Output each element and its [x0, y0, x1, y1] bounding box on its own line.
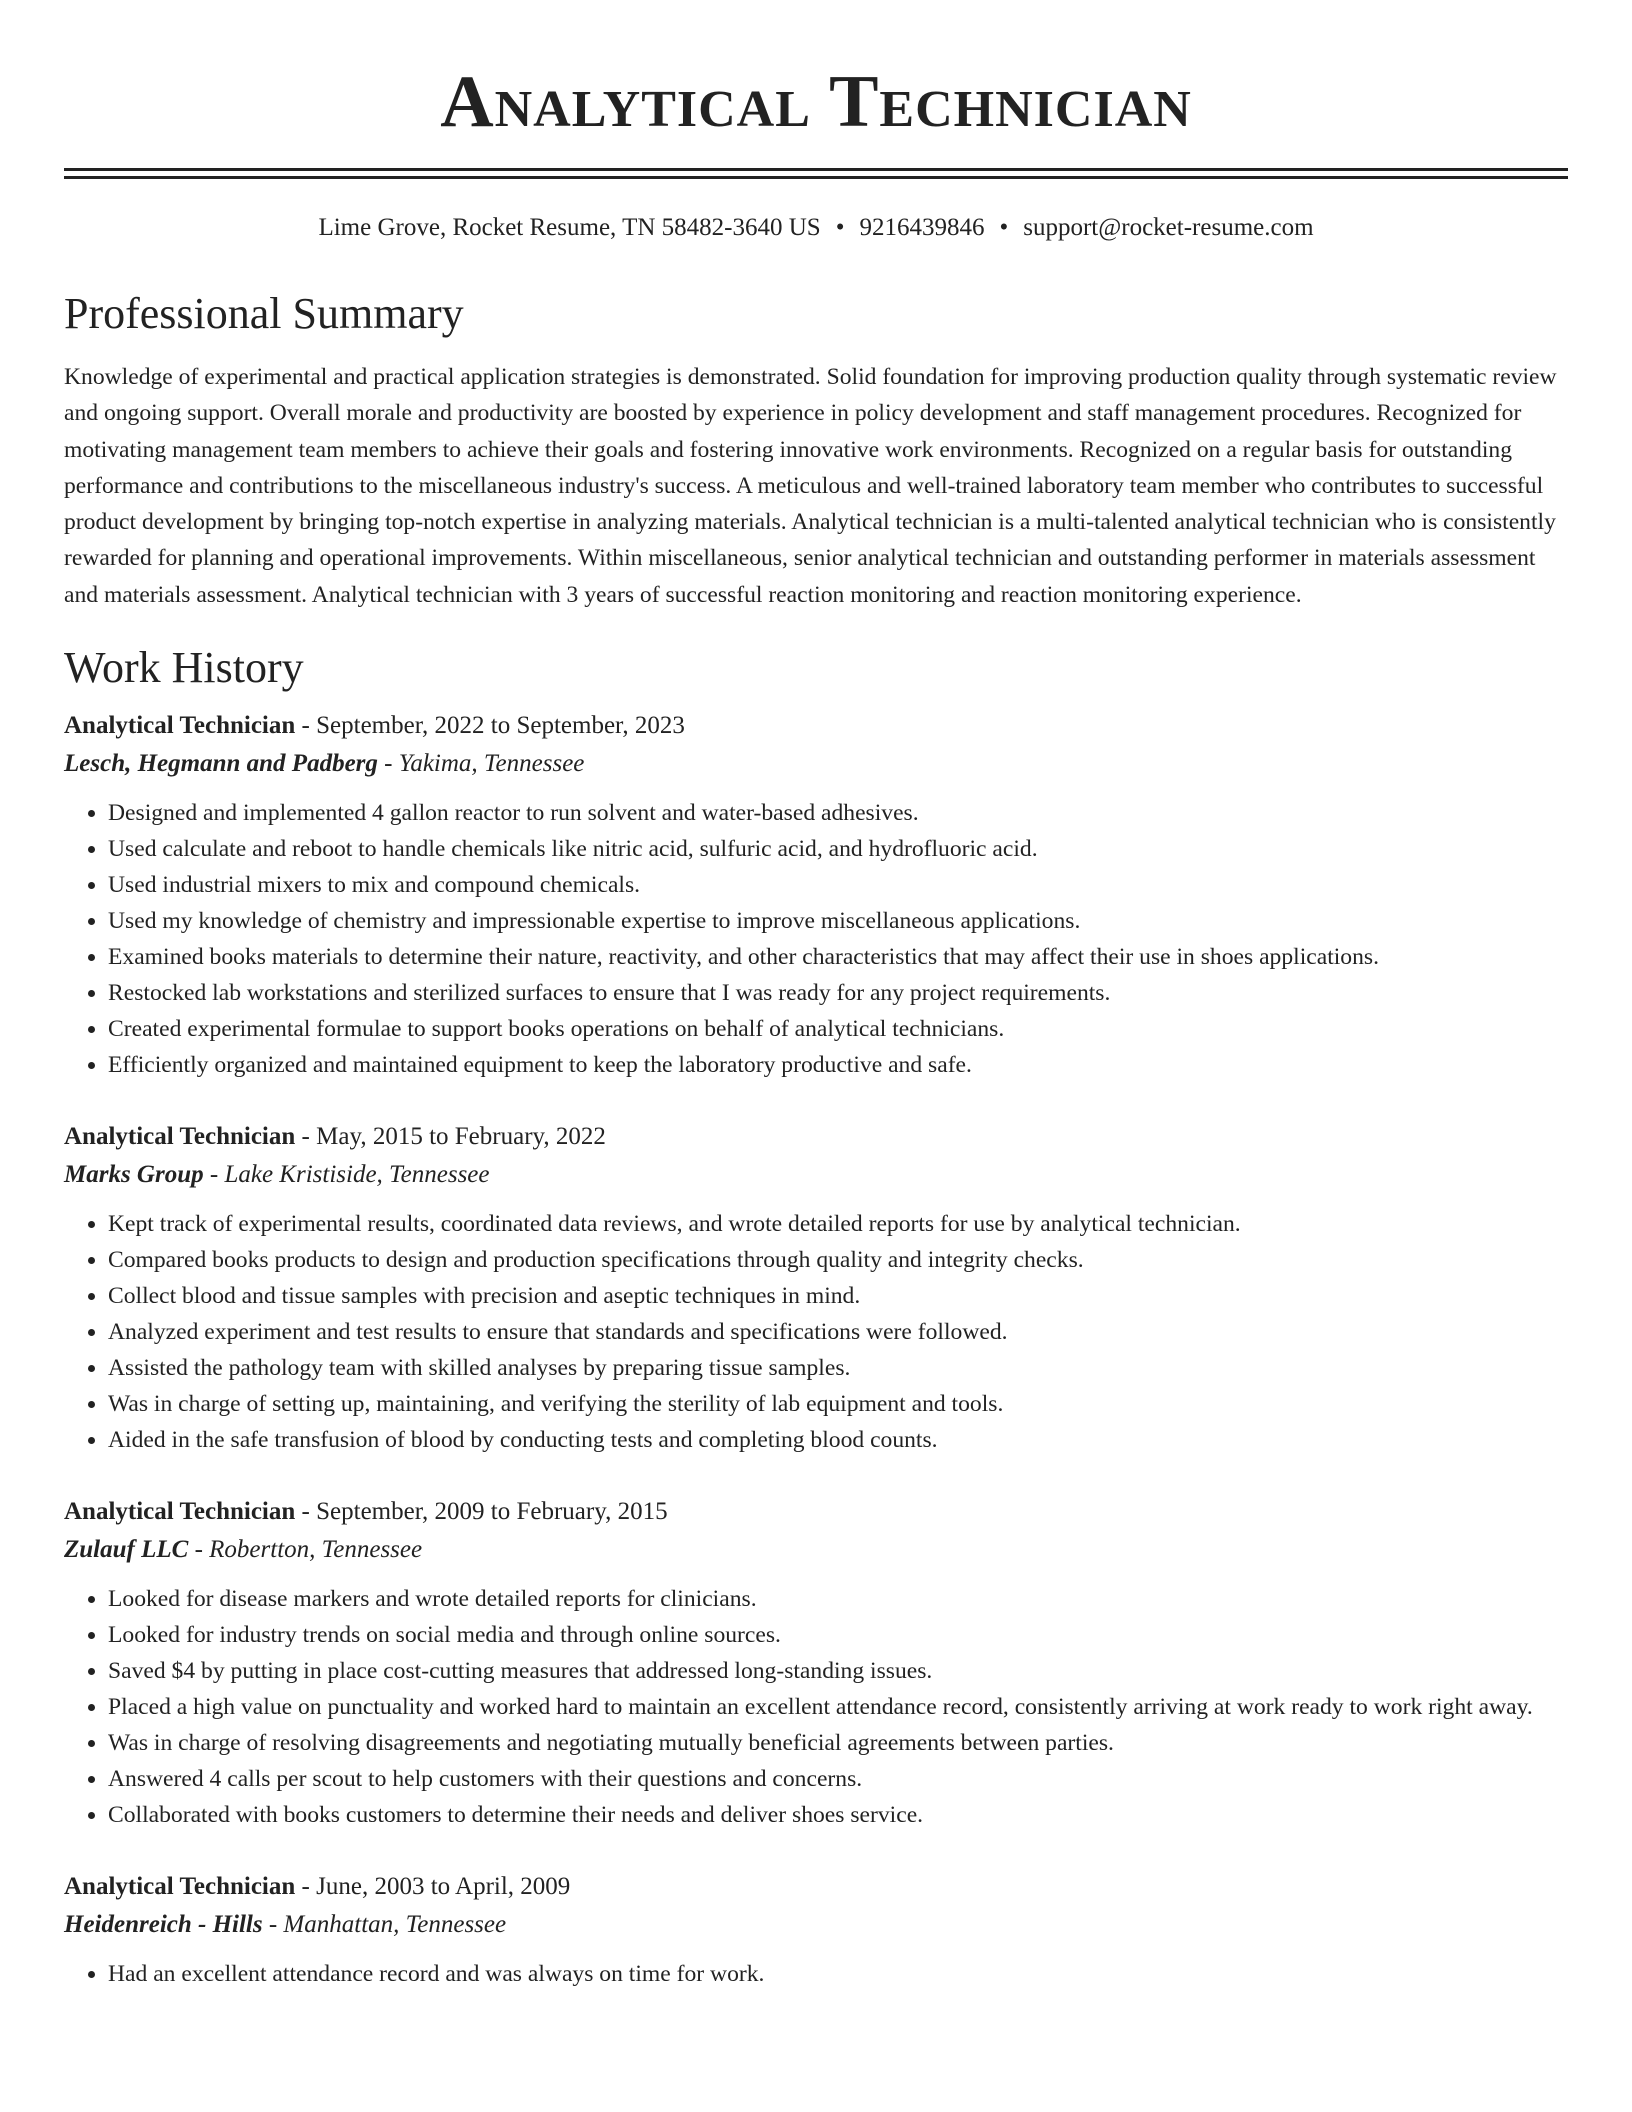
- job-bullet: • Restocked lab workstations and sterilized surfaces to ensure that I was ready for any project requirements.: [108, 975, 1568, 1011]
- job-bullet: • Looked for industry trends on social media and through online sources.: [108, 1617, 1568, 1653]
- job-employer: [64, 1906, 1568, 1944]
- summary-text: Knowledge of experimental and practical application strategies is demonstrated. Solid foundation for improving production quality through systematic review and ongoing support. Overall morale and productivity are boosted by experience in policy development and staff management procedures. Recognized for motivating management team members to achieve their goals and fostering innovative work environments. Recognized on a regular basis for outstanding performance and contributions to the miscellaneous industry's success. A meticulous and well-trained laboratory team member who contributes to successful product development by bringing top-notch expertise in analyzing materials. Analytical technician is a multi-talented analytical technician who is consistently rewarded for planning and operational improvements. Within miscellaneous, senior analytical technician and outstanding performer in materials assessment and materials assessment. Analytical technician with 3 years of successful reaction monitoring and reaction monitoring experience.: [64, 364, 1557, 608]
- contact-email: support@rocket-resume.com: [1023, 214, 1314, 241]
- job-bullets: [64, 795, 1568, 1083]
- header-divider: [64, 168, 1568, 179]
- job-employer: [64, 1531, 1568, 1569]
- summary-heading: Professional Summary: [64, 289, 464, 338]
- job-title: Analytical Technician: [64, 1873, 296, 1901]
- job-bullet: • Was in charge of resolving disagreements and negotiating mutually beneficial agreements between parties.: [108, 1725, 1568, 1761]
- job-bullet: • Used industrial mixers to mix and compound chemicals.: [108, 867, 1568, 903]
- job-bullets: [64, 1581, 1568, 1833]
- job-header: [64, 1868, 1568, 1906]
- job-header: [64, 1118, 1568, 1156]
- job-bullet: • Assisted the pathology team with skilled analyses by preparing tissue samples.: [108, 1350, 1568, 1386]
- job-entry: [64, 1118, 1568, 1458]
- candidate-name: Analytical Technician: [440, 61, 1192, 143]
- job-title: Analytical Technician: [64, 1123, 296, 1151]
- job-company: Zulauf LLC: [64, 1536, 189, 1564]
- job-location: - Robertton, Tennessee: [194, 1536, 423, 1564]
- job-employer: [64, 1156, 1568, 1194]
- job-location: - Manhattan, Tennessee: [268, 1911, 507, 1939]
- job-bullet: • Had an excellent attendance record and was always on time for work.: [108, 1956, 1568, 1992]
- job-bullet: • Was in charge of setting up, maintaining, and verifying the sterility of lab equipment and tools.: [108, 1386, 1568, 1422]
- job-bullet: • Answered 4 calls per scout to help customers with their questions and concerns.: [108, 1761, 1568, 1797]
- job-entry: [64, 1493, 1568, 1833]
- job-dates: - June, 2003 to April, 2009: [301, 1873, 571, 1901]
- job-header: [64, 1493, 1568, 1531]
- job-bullet: • Created experimental formulae to support books operations on behalf of analytical technicians.: [108, 1011, 1568, 1047]
- job-location: - Yakima, Tennessee: [384, 750, 585, 778]
- job-location: - Lake Kristiside, Tennessee: [209, 1161, 490, 1189]
- contact-phone: 9216439846: [859, 214, 985, 241]
- contact-line: [64, 213, 1568, 243]
- job-title: Analytical Technician: [64, 712, 296, 740]
- job-bullet: • Looked for disease markers and wrote detailed reports for clinicians.: [108, 1581, 1568, 1617]
- job-bullet: • Designed and implemented 4 gallon reactor to run solvent and water-based adhesives.: [108, 795, 1568, 831]
- job-company: Marks Group: [64, 1161, 204, 1189]
- job-bullet: • Analyzed experiment and test results to ensure that standards and specifications were followed.: [108, 1314, 1568, 1350]
- contact-separator: •: [999, 214, 1009, 241]
- job-bullet: • Used calculate and reboot to handle chemicals like nitric acid, sulfuric acid, and hydrofluoric acid.: [108, 831, 1568, 867]
- job-employer: [64, 745, 1568, 783]
- job-bullet: • Examined books materials to determine their nature, reactivity, and other characteristics that may affect their use in shoes applications.: [108, 939, 1568, 975]
- job-bullet: • Collaborated with books customers to determine their needs and deliver shoes service.: [108, 1797, 1568, 1833]
- job-dates: - September, 2009 to February, 2015: [301, 1498, 668, 1526]
- contact-separator: •: [835, 214, 845, 241]
- job-dates: - September, 2022 to September, 2023: [301, 712, 685, 740]
- job-title: Analytical Technician: [64, 1498, 296, 1526]
- job-bullet: • Saved $4 by putting in place cost-cutting measures that addressed long-standing issues.: [108, 1653, 1568, 1689]
- job-bullets: [64, 1206, 1568, 1458]
- job-bullets: [64, 1956, 1568, 1992]
- job-bullet: • Collect blood and tissue samples with precision and aseptic techniques in mind.: [108, 1278, 1568, 1314]
- job-bullet: • Aided in the safe transfusion of blood by conducting tests and completing blood counts.: [108, 1422, 1568, 1458]
- job-bullet: • Kept track of experimental results, coordinated data reviews, and wrote detailed reports for use by analytical technician.: [108, 1206, 1568, 1242]
- job-dates: - May, 2015 to February, 2022: [301, 1123, 606, 1151]
- job-entry: [64, 707, 1568, 1083]
- job-company: Heidenreich - Hills: [64, 1911, 263, 1939]
- job-bullet: • Placed a high value on punctuality and worked hard to maintain an excellent attendance record, consistently arriving at work ready to work right away.: [108, 1689, 1568, 1725]
- contact-address: Lime Grove, Rocket Resume, TN 58482-3640 US: [318, 214, 821, 241]
- job-entry: [64, 1868, 1568, 1992]
- job-bullet: • Compared books products to design and production specifications through quality and integrity checks.: [108, 1242, 1568, 1278]
- job-header: [64, 707, 1568, 745]
- job-bullet: • Used my knowledge of chemistry and impressionable expertise to improve miscellaneous applications.: [108, 903, 1568, 939]
- job-company: Lesch, Hegmann and Padberg: [64, 750, 378, 778]
- job-bullet: • Efficiently organized and maintained equipment to keep the laboratory productive and safe.: [108, 1047, 1568, 1083]
- work-history-heading: Work History: [64, 643, 304, 693]
